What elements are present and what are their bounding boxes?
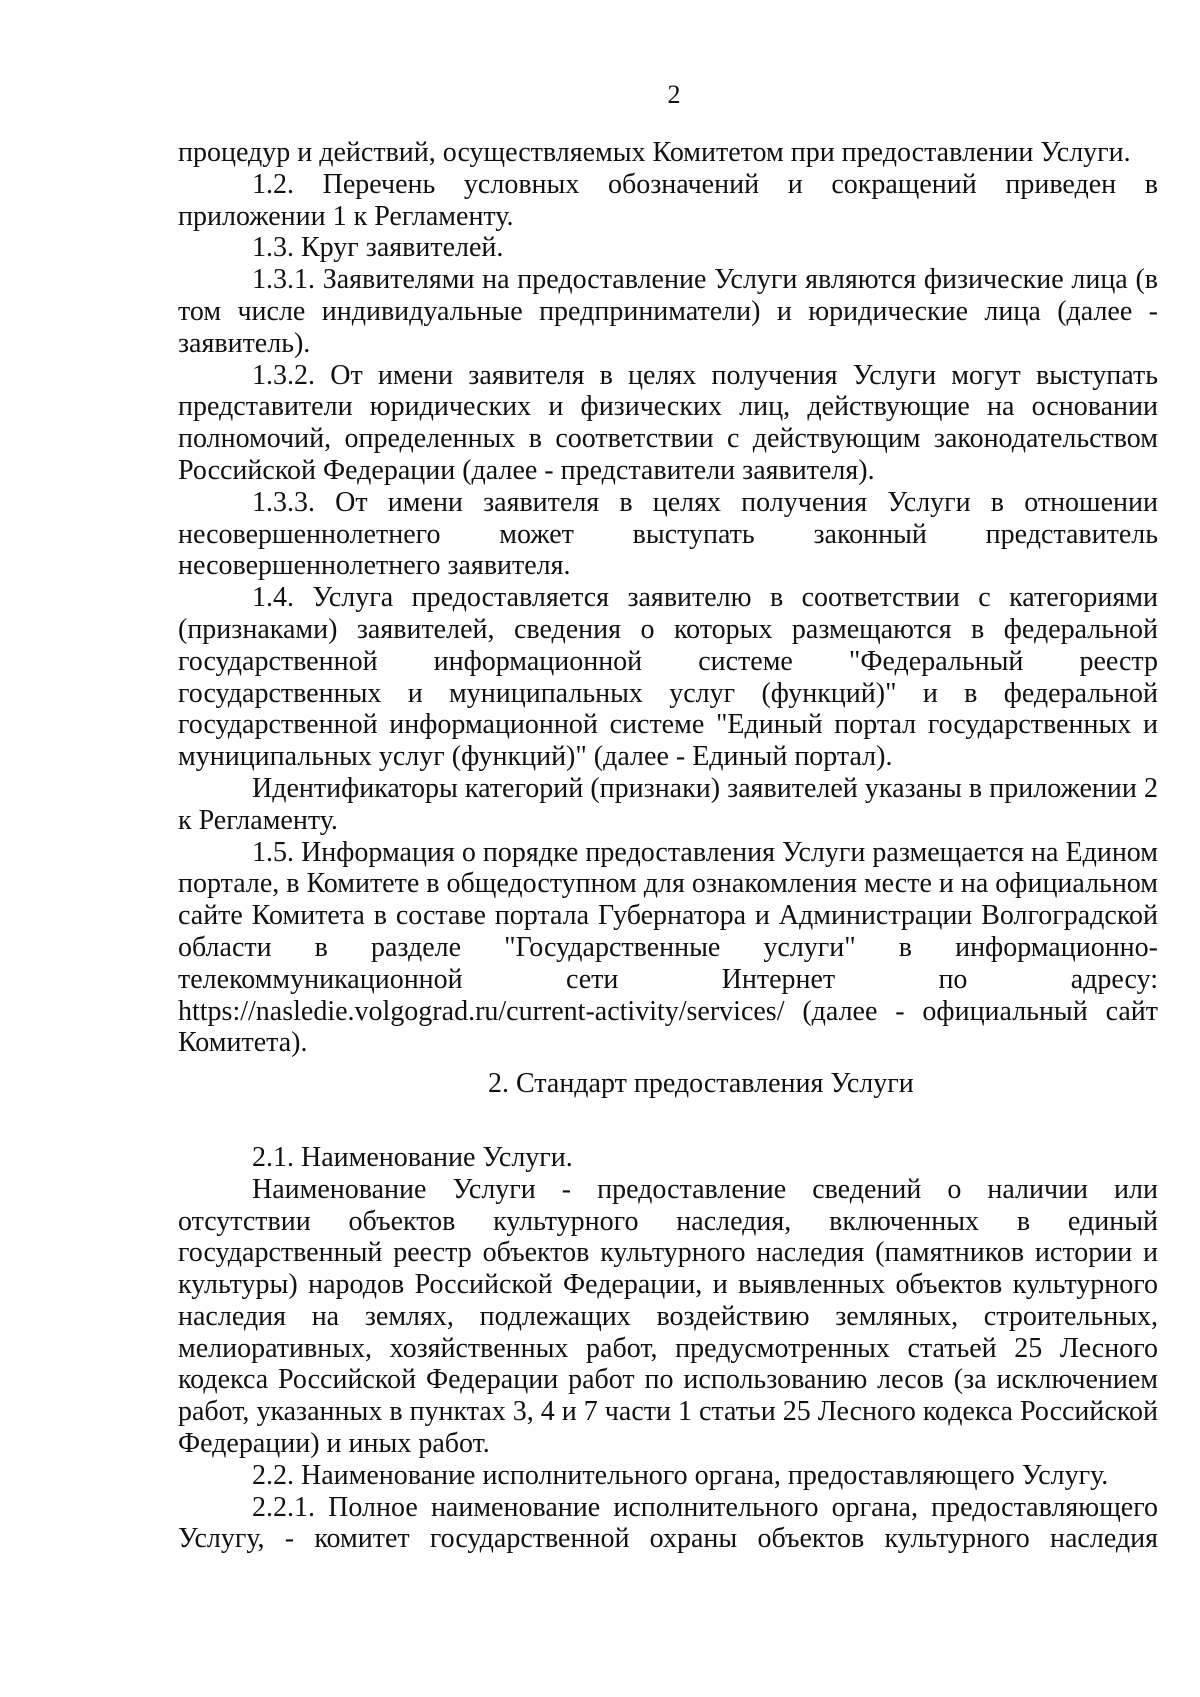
paragraph-1-3-2: 1.3.2. От имени заявителя в целях получения Услуги могут выступать представители юридических и физических лиц, действующие на основании полномочий, определенных в соответствии с действующим законодательством Российской Федерации (далее - представители заявителя). bbox=[178, 359, 1158, 486]
paragraph-1-4: 1.4. Услуга предоставляется заявителю в соответствии с категориями (признаками) заявителей, сведения о которых размещаются в федеральной государственной информационной системе "Федеральный реестр государственных и муниципальных услуг (функций)" и в федеральной государственной информационной системе "Единый портал государственных и муниципальных услуг (функций)" (далее - Единый портал). bbox=[178, 582, 1158, 773]
paragraph-2-1: 2.1. Наименование Услуги. bbox=[252, 1141, 573, 1173]
paragraph-identifiers: Идентификаторы категорий (признаки) заявителей указаны в приложении 2 к Регламенту. bbox=[178, 772, 1158, 836]
paragraph-2-2-1: 2.2.1. Полное наименование исполнительного органа, предоставляющего Услугу, - комитет государственной охраны объектов культурного наследия bbox=[178, 1491, 1158, 1555]
paragraph-service-name: Наименование Услуги - предоставление сведений о наличии или отсутствии объектов культурного наследия, включенных в единый государственный реестр объектов культурного наследия (памятников истории и культуры) народов Российской Федерации, и выявленных объектов культурного наследия на землях, подлежащих воздействию земляных, строительных, мелиоративных, хозяйственных работ, предусмотренных статьей 25 Лесного кодекса Российской Федерации работ по использованию лесов (за исключением работ, указанных в пунктах 3, 4 и 7 части 1 статьи 25 Лесного кодекса Российской Федерации) и иных работ. bbox=[178, 1173, 1158, 1460]
paragraph-1-2: 1.2. Перечень условных обозначений и сокращений приведен в приложении 1 к Регламенту. bbox=[178, 168, 1158, 232]
page-number: 2 bbox=[667, 80, 681, 109]
paragraph-continuation: процедур и действий, осуществляемых Комитетом при предоставлении Услуги. bbox=[178, 137, 1131, 168]
paragraph-2-2: 2.2. Наименование исполнительного органа, предоставляющего Услугу. bbox=[252, 1459, 1109, 1491]
paragraph-1-3-3: 1.3.3. От имени заявителя в целях получения Услуги в отношении несовершеннолетнего может выступать законный представитель несовершеннолетнего заявителя. bbox=[178, 486, 1158, 582]
paragraph-1-5: 1.5. Информация о порядке предоставления Услуги размещается на Едином портале, в Комитете в общедоступном для ознакомления месте и на официальном сайте Комитета в составе портала Губернатора и Администрации Волгоградской области в разделе "Государственные услуги" в информационно-телекоммуникационной сети Интернет по адресу: https://nasledie.volgograd.ru/current-activity/services/ (далее - официальный сайт Комитета). bbox=[178, 836, 1158, 1059]
paragraph-1-3: 1.3. Круг заявителей. bbox=[252, 232, 504, 264]
section-heading: 2. Стандарт предоставления Услуги bbox=[488, 1068, 914, 1100]
paragraph-1-3-1: 1.3.1. Заявителями на предоставление Услуги являются физические лица (в том числе индивидуальные предприниматели) и юридические лица (далее - заявитель). bbox=[178, 264, 1158, 359]
document-body bbox=[178, 137, 1158, 1555]
